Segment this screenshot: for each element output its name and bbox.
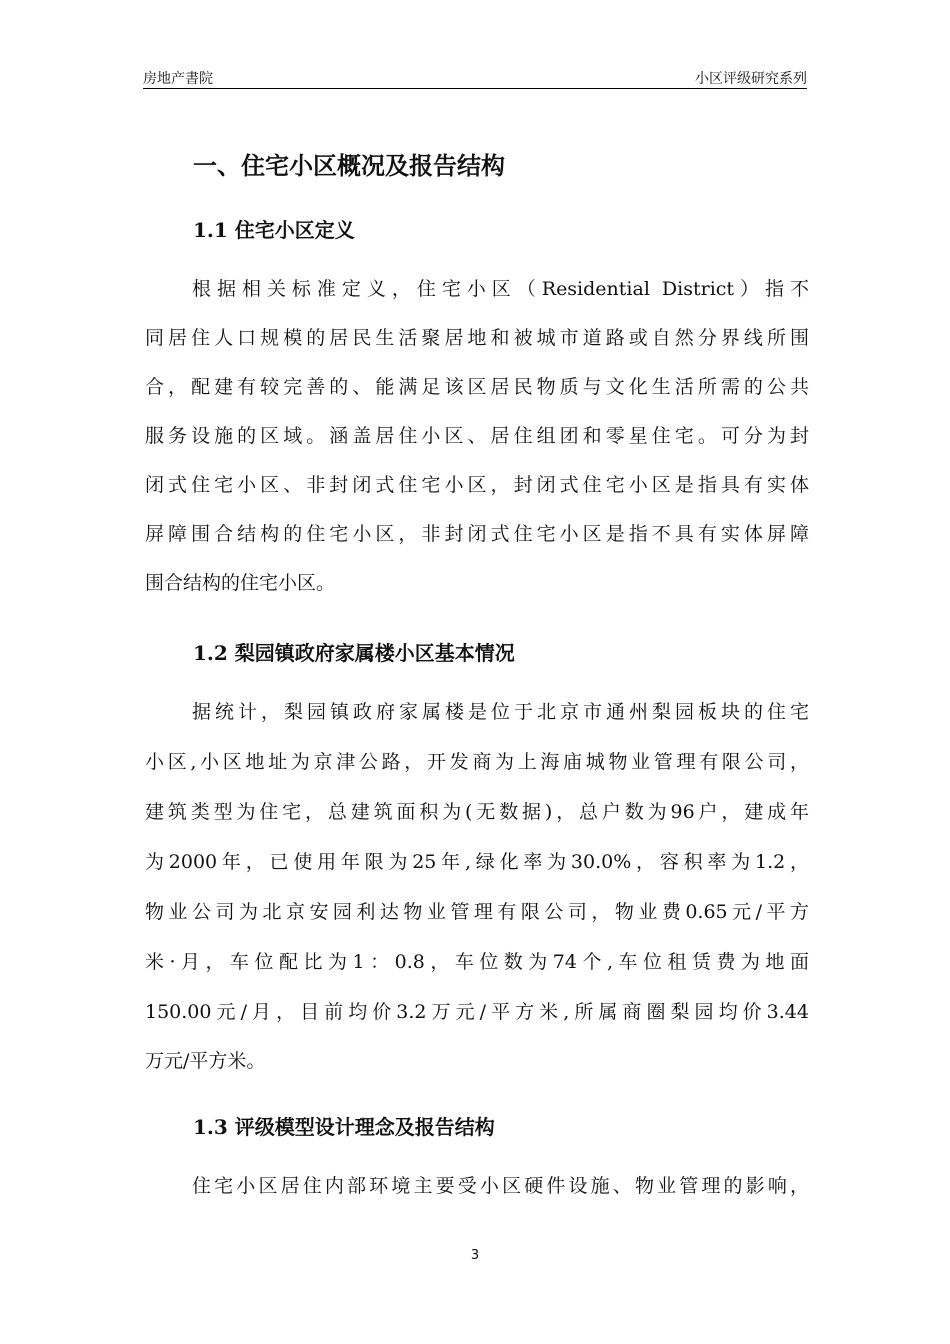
paragraph-line: 万元/平方米。: [145, 1050, 266, 1072]
paragraph-line: 合，配建有较完善的、能满足该区居民物质与文化生活所需的公共: [145, 376, 809, 398]
paragraph-line: 米·月，车位配比为1：0.8，车位数为74个,车位租赁费为地面: [145, 951, 809, 973]
paragraph-line: 屏障围合结构的住宅小区，非封闭式住宅小区是指不具有实体屏障: [145, 523, 809, 545]
paragraph-line: 同居住人口规模的居民生活聚居地和被城市道路或自然分界线所围: [145, 327, 809, 349]
paragraph-line: 根据相关标准定义，住宅小区（Residential District）指不: [192, 278, 809, 300]
paragraph-line: 住宅小区居住内部环境主要受小区硬件设施、物业管理的影响，: [192, 1175, 809, 1197]
paragraph-line: 服务设施的区域。涵盖居住小区、居住组团和零星住宅。可分为封: [145, 425, 809, 447]
paragraph-line: 围合结构的住宅小区。: [145, 572, 336, 594]
paragraph-line: 建筑类型为住宅，总建筑面积为(无数据)，总户数为96户，建成年: [145, 801, 809, 823]
paragraph-line: 150.00元/月，目前均价3.2万元/平方米,所属商圈梨园均价3.44: [145, 1001, 809, 1023]
section-heading-1-3: 1.3 评级模型设计理念及报告结构: [193, 1115, 495, 1139]
paragraph-line: 据统计，梨园镇政府家属楼是位于北京市通州梨园板块的住宅: [192, 701, 809, 723]
header-publisher: 房地产書院: [143, 71, 213, 87]
paragraph-line: 闭式住宅小区、非封闭式住宅小区，封闭式住宅小区是指具有实体: [145, 474, 809, 496]
page-number: 3: [470, 1248, 480, 1263]
page-header: [143, 66, 807, 89]
paragraph-line: 为2000年，已使用年限为25年,绿化率为30.0%，容积率为1.2，: [145, 851, 809, 873]
header-series: 小区评级研究系列: [695, 71, 807, 87]
paragraph-line: 物业公司为北京安园利达物业管理有限公司，物业费0.65元/平方: [145, 901, 809, 923]
chapter-title: 一、住宅小区概况及报告结构: [193, 151, 505, 180]
section-heading-1-2: 1.2 梨园镇政府家属楼小区基本情况: [193, 641, 515, 665]
section-heading-1-1: 1.1 住宅小区定义: [193, 218, 355, 242]
paragraph-line: 小区,小区地址为京津公路，开发商为上海庙城物业管理有限公司，: [145, 751, 809, 773]
